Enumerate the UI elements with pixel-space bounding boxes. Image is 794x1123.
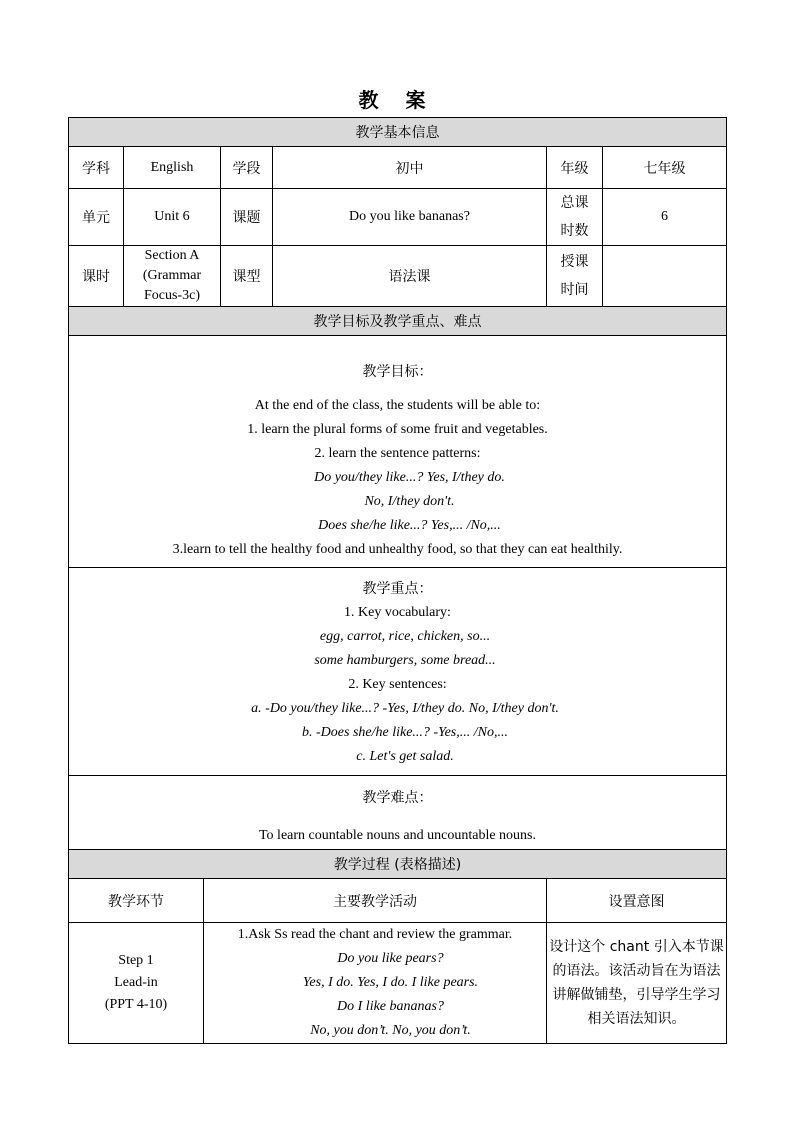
key-points-line: b. -Does she/he like...? -Yes,... /No,...	[302, 724, 508, 740]
teaching-time-value	[603, 246, 727, 307]
grade-value: 七年级	[603, 147, 727, 189]
goals-line: 3.learn to tell the healthy food and unhealthy food, so that they can eat healthily.	[172, 541, 623, 557]
step-1-purpose: 设计这个 chant 引入本节课的语法。该活动旨在为语法讲解做铺垫，引导学生学习相关语法知识。	[547, 923, 727, 1044]
total-hours-label	[547, 189, 603, 246]
lesson-type-label: 课型	[221, 246, 273, 307]
process-header-step: 教学环节	[69, 879, 204, 923]
activity-line: 1.Ask Ss read the chant and review the grammar.	[237, 927, 513, 942]
key-points-cell	[69, 568, 727, 776]
difficulties-cell	[69, 776, 727, 850]
stage-label: 学段	[221, 147, 273, 189]
topic-label: 课题	[221, 189, 273, 246]
step-1-activities	[204, 923, 547, 1044]
teaching-time-label	[547, 246, 603, 307]
section-process-header: 教学过程 (表格描述)	[69, 850, 727, 879]
topic-value: Do you like bananas?	[273, 189, 547, 246]
key-points-line: egg, carrot, rice, chicken, so...	[319, 628, 491, 644]
key-points-line: 1. Key vocabulary:	[344, 604, 451, 620]
process-header-purpose: 设置意图	[547, 879, 727, 923]
goals-line: Do you/they like...? Yes, I/they do.	[314, 469, 505, 485]
key-points-line: 2. Key sentences:	[348, 676, 447, 692]
step-1-name	[69, 923, 204, 1044]
lesson-type-value: 语法课	[273, 246, 547, 307]
key-points-line: a. -Do you/they like...? -Yes, I/they do. No, I/they don't.	[251, 700, 559, 716]
document-title: 教 案	[358, 88, 436, 112]
step-1-name-line2: Lead-in	[114, 975, 158, 990]
teaching-time-label-line2: 时间	[560, 282, 589, 298]
activity-line: No, you don’t. No, you don’t.	[310, 1023, 471, 1038]
difficulties-label: 教学难点：	[362, 789, 433, 806]
goals-line: 1. learn the plural forms of some fruit and vegetables.	[247, 421, 548, 437]
process-header-activity: 主要教学活动	[204, 879, 547, 923]
section-goals-header: 教学目标及教学重点、难点	[69, 307, 727, 336]
stage-value: 初中	[273, 147, 547, 189]
goals-line: At the end of the class, the students will be able to:	[254, 397, 541, 413]
lesson-plan-table	[68, 117, 727, 1044]
grade-label: 年级	[547, 147, 603, 189]
period-value-line2: (Grammar Focus-3c)	[142, 268, 202, 303]
subject-label: 学科	[69, 147, 124, 189]
total-hours-label-line2: 时数	[560, 223, 589, 239]
section-basic-header: 教学基本信息	[69, 118, 727, 147]
difficulties-text: To learn countable nouns and uncountable nouns.	[258, 827, 536, 843]
subject-value: English	[124, 147, 221, 189]
key-points-line: some hamburgers, some bread...	[314, 652, 496, 668]
goals-label: 教学目标：	[362, 363, 433, 380]
total-hours-value: 6	[603, 189, 727, 246]
goals-line: Does she/he like...? Yes,... /No,...	[318, 517, 501, 533]
activity-line: Do I like bananas?	[337, 999, 444, 1014]
activity-line: Do you like pears?	[337, 951, 444, 966]
unit-value: Unit 6	[124, 189, 221, 246]
key-points-label: 教学重点：	[362, 580, 433, 597]
step-1-name-line3: (PPT 4-10)	[104, 997, 168, 1012]
period-value	[124, 246, 221, 307]
teaching-time-label-line1: 授课	[560, 254, 589, 270]
period-label: 课时	[69, 246, 124, 307]
activity-line: Yes, I do. Yes, I do. I like pears.	[302, 975, 479, 990]
unit-label: 单元	[69, 189, 124, 246]
teaching-goals-cell	[69, 336, 727, 568]
step-1-name-line1: Step 1	[118, 953, 154, 968]
key-points-line: c. Let's get salad.	[356, 748, 454, 764]
goals-line: No, I/they don't.	[364, 493, 455, 509]
goals-line: 2. learn the sentence patterns:	[314, 445, 481, 461]
total-hours-label-line1: 总课	[560, 195, 589, 211]
period-value-line1: Section A	[144, 248, 200, 263]
